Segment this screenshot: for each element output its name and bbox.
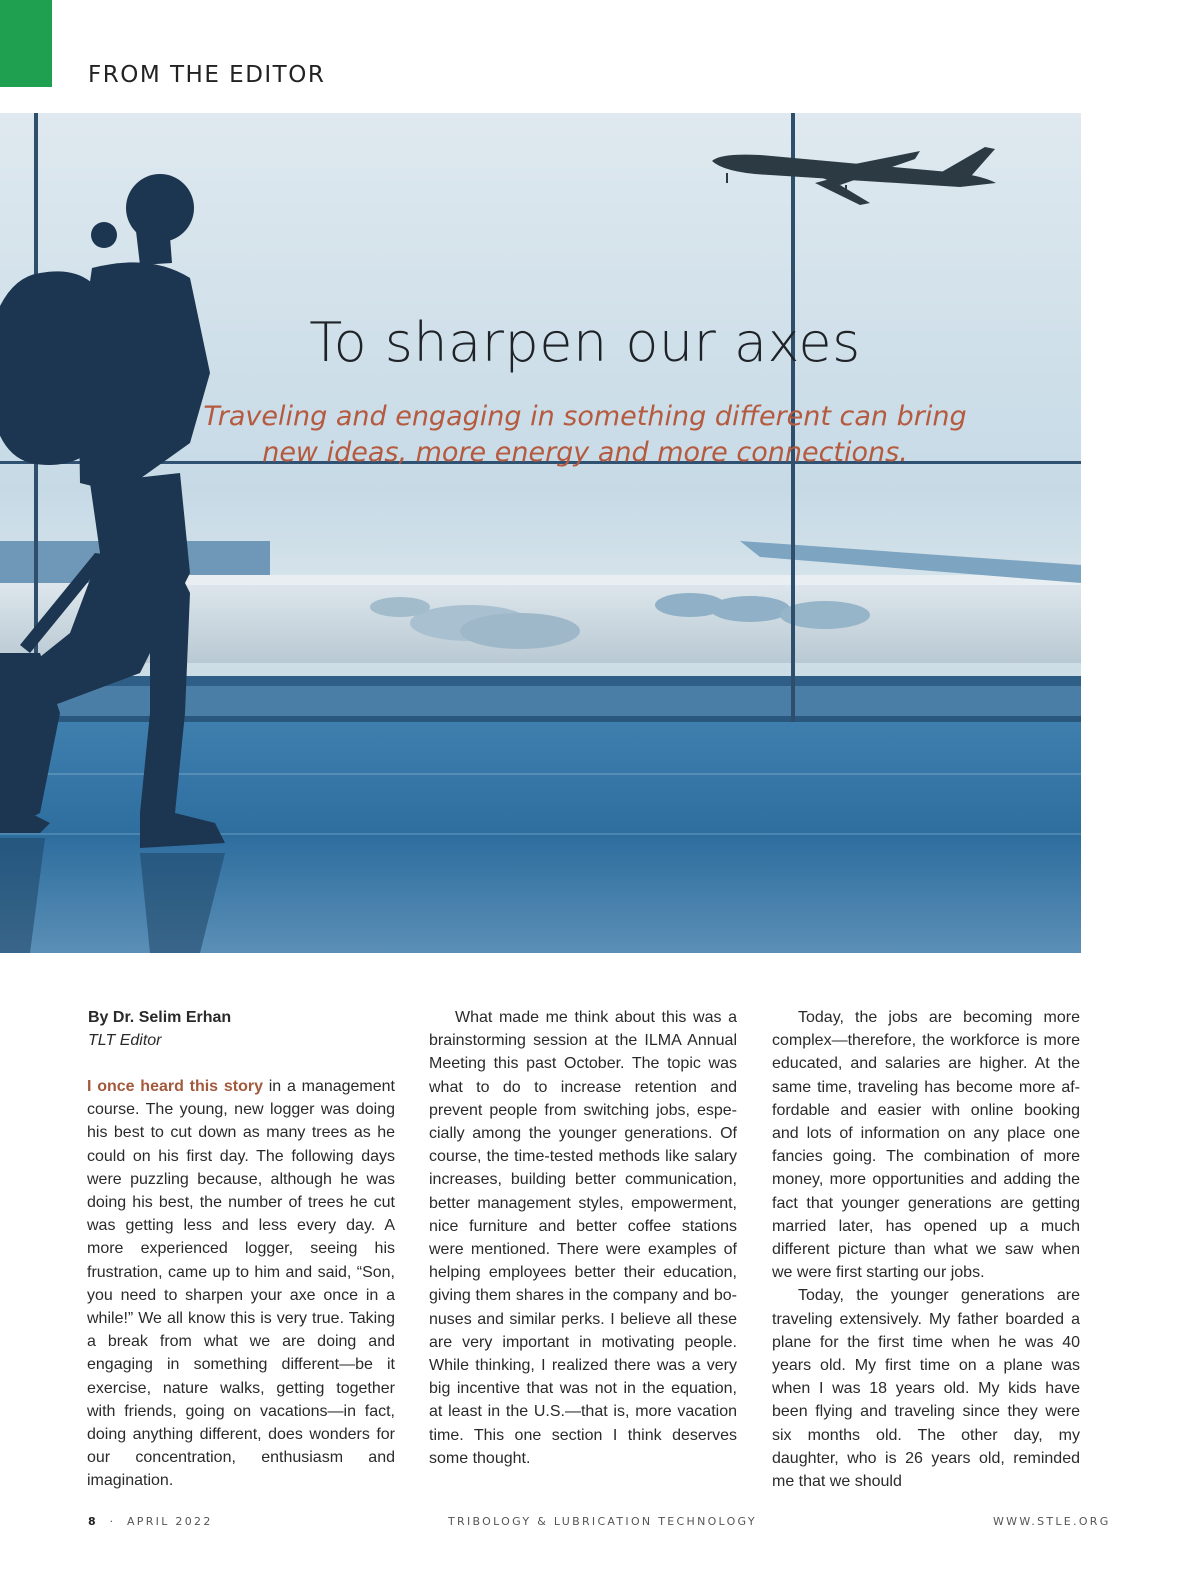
lead-in-text: I once heard this story	[87, 1078, 263, 1095]
paragraph: Today, the jobs are becoming more complex—therefore, the workforce is more educated, and salaries are higher. At the same time, traveling has become more affordable and easier with online booking and lots of information on any place one fancies going. The combination of more money, more opportunities and adding the fact that younger generations are getting married later, has opened up a much different picture than what we saw when we were first starting our jobs.	[772, 1009, 1080, 1282]
author-role: TLT Editor	[88, 1032, 162, 1049]
article-title: To sharpen our axes	[309, 311, 861, 374]
article-column-1	[87, 1075, 395, 1493]
paragraph: What made me think about this was a brainstorming session at the ILMA Annual Meeting this past October. The topic was what to do to increase retention and prevent people from switching jobs, especially among the younger generations. Of course, the time-tested methods like salary increases, building better communication, better management styles, empowerment, nice furniture and better coffee stations were mentioned. There were examples of helping employees better their education, giving them shares in the company and bonuses and similar perks. I believe all these are very important in motivating people. While thinking, I realized there was a very big incentive that was not in the equation, at least in the U.S.—that is, more vacation time. This one section I think deserves some thought.	[429, 1009, 737, 1467]
article-column-2	[429, 1006, 737, 1470]
deck-line-2: new ideas, more energy and more connections.	[262, 437, 908, 468]
footer-folio	[88, 1515, 213, 1528]
footer-separator: ·	[109, 1515, 116, 1528]
paragraph	[87, 1075, 395, 1493]
hero-photo	[0, 113, 1081, 953]
body-text: in a management course. The young, new logger was doing his best to cut down as many trees as he could on his first day. The following days were puzzling because, although he was doing his best, the number of trees he cut was getting less and less every day. A more experienced logger, seeing his frustration, came up to him and said, “Son, you need to sharpen your axe once in a while!” We all know this is very true. Taking a break from what we are doing and engaging in something different—be it exercise, nature walks, getting together with friends, going on vacations—in fact, doing anything different, does wonders for our concentration, enthusiasm and imagination.	[87, 1078, 396, 1490]
page-number: 8	[88, 1515, 98, 1528]
byline	[88, 1006, 398, 1052]
paragraph: Today, the younger generations are traveling extensively. My father boarded a plane for the first time when he was 40 years old. My first time on a plane was when I was 18 years old. My kids have been flying and traveling since they were six months old. The other day, my daughter, who is 26 years old, reminded me that we should	[772, 1287, 1080, 1491]
issue-date: APRIL 2022	[126, 1515, 213, 1528]
website-link[interactable]: WWW.STLE.ORG	[993, 1515, 1111, 1528]
publication-name: TRIBOLOGY & LUBRICATION TECHNOLOGY	[448, 1515, 757, 1528]
deck-line-1: Traveling and engaging in something different can bring	[203, 401, 967, 432]
airport-scene-illustration	[0, 113, 1081, 953]
article-column-3	[772, 1006, 1080, 1493]
author-name: By Dr. Selim Erhan	[88, 1009, 232, 1026]
section-label: FROM THE EDITOR	[88, 62, 326, 88]
article-deck	[150, 399, 1020, 471]
section-color-tab	[0, 0, 52, 87]
